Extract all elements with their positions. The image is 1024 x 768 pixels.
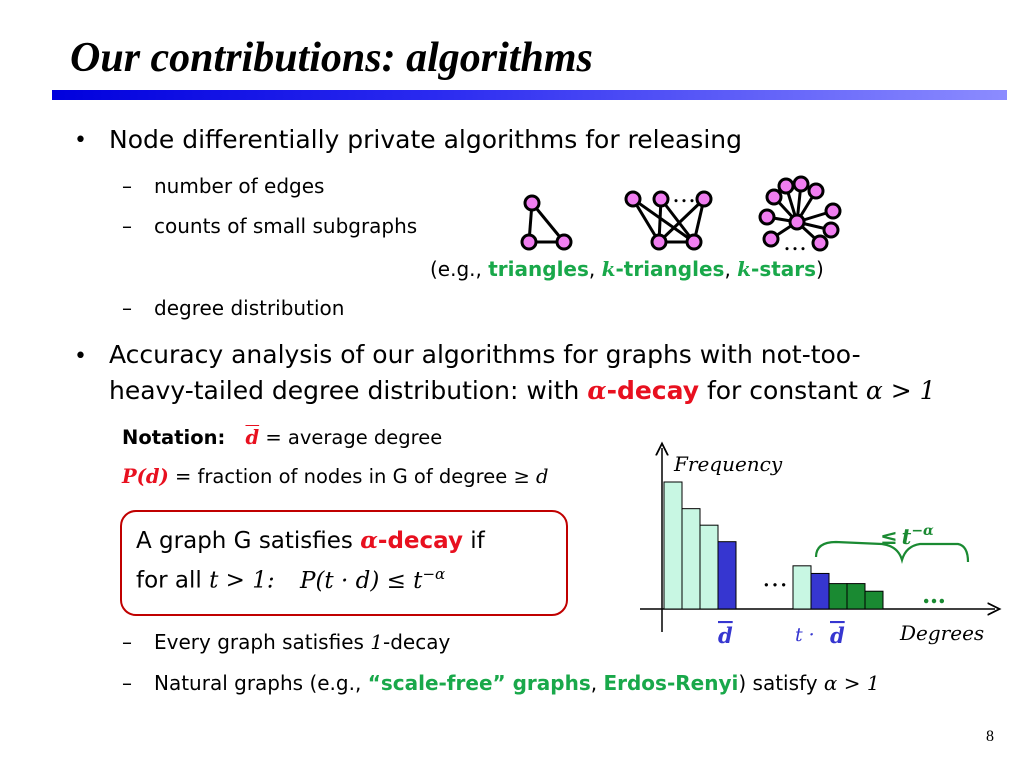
- bullet2-line2-pre: heavy-tailed degree distribution: with: [109, 376, 588, 405]
- dbar-tick-label: d: [718, 623, 733, 648]
- eg-k: k: [737, 257, 752, 281]
- definition-line2: [136, 565, 445, 594]
- examples-line: [430, 257, 824, 281]
- histogram-bars-right: [793, 566, 883, 609]
- every-post: -decay: [383, 630, 451, 654]
- title-underline: [52, 90, 1007, 100]
- eg-comma: ,: [724, 257, 738, 281]
- dash-marker: –: [122, 174, 132, 198]
- histogram-bar: [682, 509, 700, 609]
- sub-item-subgraphs: counts of small subgraphs: [154, 214, 418, 238]
- alpha-symbol: α: [360, 527, 378, 554]
- every-graph-line: [154, 630, 450, 654]
- notation-label: Notation:: [122, 426, 226, 449]
- x-axis-label: Degrees: [900, 621, 985, 645]
- t-dot-label: t ·: [795, 624, 815, 646]
- alpha-condition: α > 1: [865, 376, 936, 405]
- every-pre: Every graph satisfies: [154, 630, 371, 654]
- natural-comma: ,: [590, 671, 604, 695]
- histogram-bar: [664, 482, 682, 609]
- dash-marker: –: [122, 214, 132, 238]
- subgraph-icons: [500, 170, 860, 260]
- histogram-bar: [793, 566, 811, 609]
- bullet2-line2-post: for constant: [699, 376, 866, 405]
- alpha-symbol: α: [587, 376, 607, 405]
- definition-pre: A graph G satisfies: [136, 528, 361, 554]
- eg-k-stars: -stars: [751, 257, 817, 281]
- definition-if: if: [462, 528, 485, 554]
- decay-formula: P(t · d) ≤ t: [299, 567, 423, 594]
- bars-ellipsis: …: [762, 563, 788, 593]
- eg-k-triangles: -triangles: [615, 257, 725, 281]
- natural-condition: α > 1: [823, 671, 880, 695]
- triangle-graph-icon: [522, 196, 571, 249]
- equals: =: [259, 426, 288, 449]
- bound-leq: ≤: [880, 524, 898, 549]
- tdbar-tick-label: d: [830, 623, 845, 648]
- page-number: 8: [986, 728, 994, 745]
- bullet2-line2: [109, 376, 936, 405]
- bound-exp: −α: [911, 523, 934, 539]
- pd-line: [122, 465, 548, 488]
- decay-label: -decay: [606, 376, 700, 405]
- eg-comma: ,: [588, 257, 602, 281]
- tail-ellipsis: …: [922, 580, 946, 609]
- degree-histogram: [640, 440, 1010, 660]
- histogram-bar: [700, 525, 718, 609]
- histogram-bar: [829, 584, 847, 609]
- sub-item-edges: number of edges: [154, 174, 325, 198]
- natural-pre: Natural graphs (e.g.,: [154, 671, 368, 695]
- scale-free-label: “scale-free” graphs: [367, 671, 591, 695]
- eg-triangles: triangles: [488, 257, 589, 281]
- k-star-ellipsis: …: [783, 228, 807, 256]
- dash-marker: –: [122, 296, 132, 320]
- y-axis-label: Frequency: [674, 452, 783, 476]
- eg-k: k: [601, 257, 616, 281]
- decay-exponent: −α: [422, 565, 446, 583]
- erdos-renyi-label: Erdos-Renyi: [603, 671, 739, 695]
- histogram-bars-left: [664, 482, 736, 609]
- definition-forall: for all: [136, 567, 210, 594]
- geq-d: ≥ d: [513, 465, 549, 488]
- definition-box: [120, 510, 568, 616]
- histogram-bar: [847, 584, 865, 609]
- natural-graphs-line: [154, 671, 880, 695]
- notation-line: [122, 426, 442, 449]
- bound-t: t: [901, 524, 912, 549]
- histogram-bar: [865, 591, 883, 609]
- decay-label: -decay: [377, 528, 463, 554]
- slide-title: Our contributions: algorithms: [70, 35, 593, 81]
- natural-post: ) satisfy: [738, 671, 824, 695]
- dash-marker: –: [122, 671, 132, 695]
- bullet-dot: •: [74, 128, 87, 153]
- bullet2-line1: Accuracy analysis of our algorithms for graphs with not-too-: [109, 340, 861, 369]
- t-condition: t > 1:: [209, 567, 275, 594]
- eg-close: ): [816, 257, 824, 281]
- equals: =: [168, 465, 198, 488]
- dash-marker: –: [122, 630, 132, 654]
- histogram-bar: [718, 542, 736, 609]
- dbar-symbol: $\overline{d}$: [245, 426, 260, 449]
- sub-item-degree: degree distribution: [154, 296, 345, 320]
- every-num: 1: [370, 630, 384, 654]
- histogram-bar: [811, 573, 829, 609]
- bullet1-text: Node differentially private algorithms for releasing: [109, 125, 742, 154]
- fraction-text: fraction of nodes in G of degree: [197, 465, 514, 488]
- definition-line1: [136, 527, 485, 554]
- pd-symbol: P(d): [122, 465, 169, 488]
- bullet-dot: •: [74, 344, 87, 369]
- k-triangle-graph-icon: [626, 192, 711, 249]
- average-degree-text: average degree: [287, 426, 443, 449]
- k-triangle-ellipsis: …: [672, 180, 696, 208]
- eg-open: (e.g.,: [430, 257, 489, 281]
